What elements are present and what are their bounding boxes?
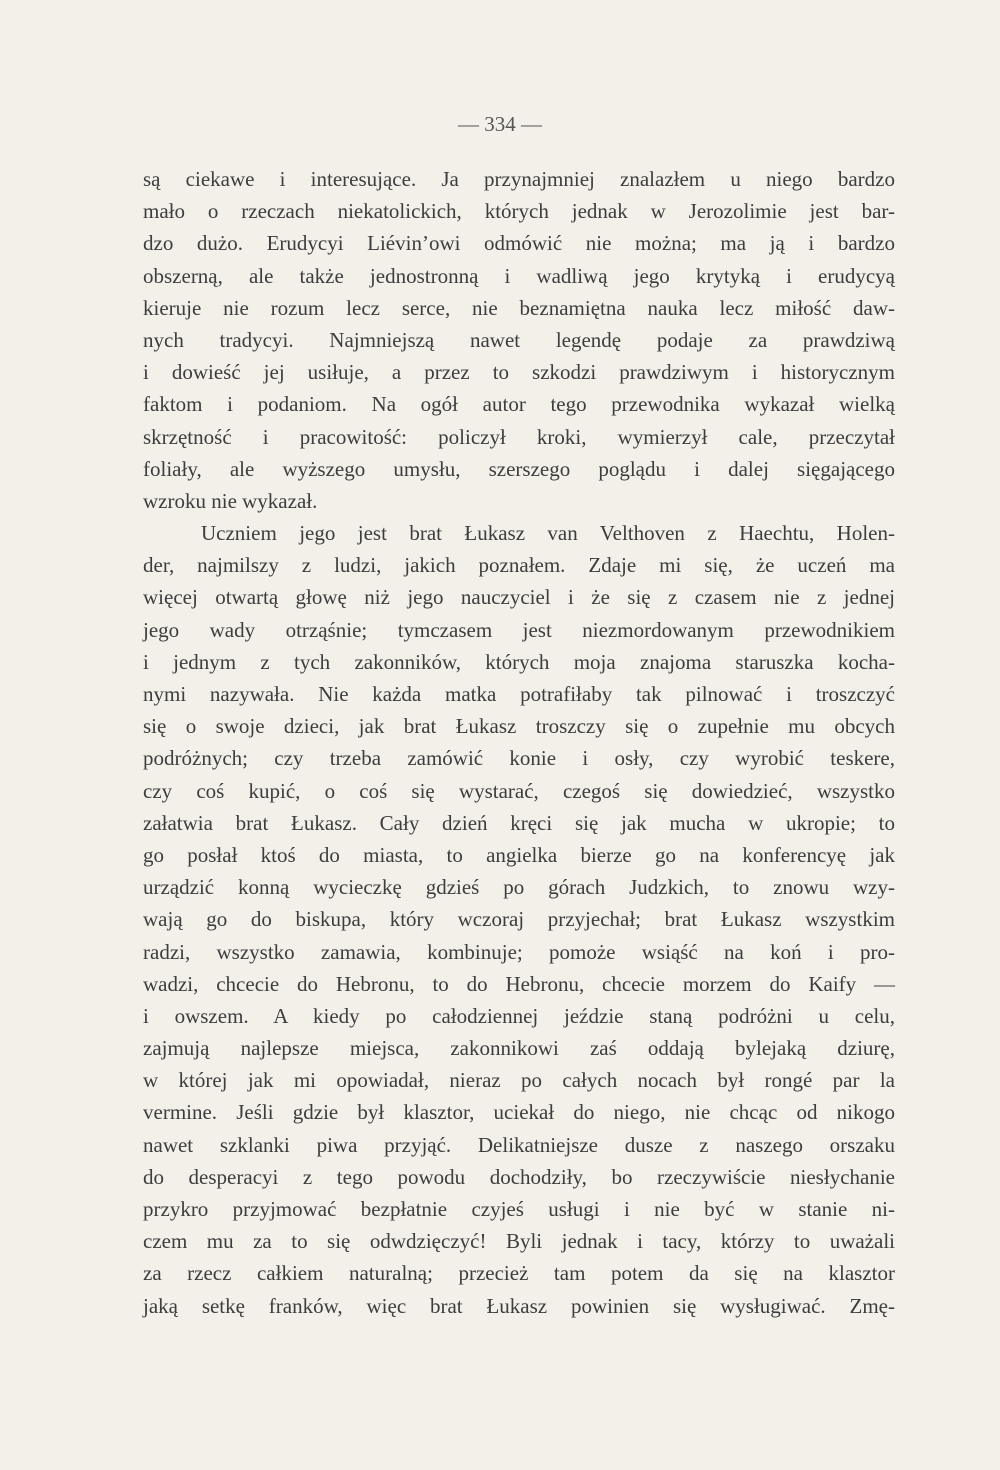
text-line: mało o rzeczach niekatolickich, których jednak w Jerozolimie jest bar- xyxy=(143,199,895,224)
text-line: i dowieść jej usiłuje, a przez to szkodzi prawdziwym i historycznym xyxy=(143,360,895,385)
text-line: załatwia brat Łukasz. Cały dzień kręci się jak mucha w ukropie; to xyxy=(143,810,895,835)
text-line: więcej otwartą głowę niż jego nauczyciel i że się z czasem nie z jednej xyxy=(143,585,895,610)
text-line: Uczniem jego jest brat Łukasz van Velthoven z Haechtu, Holen- xyxy=(201,521,895,546)
text-line: der, najmilszy z ludzi, jakich poznałem. Zdaje mi się, że uczeń ma xyxy=(143,553,895,578)
text-line: jaką setkę franków, więc brat Łukasz powinien się wysługiwać. Zmę- xyxy=(143,1293,895,1318)
text-line: za rzecz całkiem naturalną; przecież tam potem da się na klasztor xyxy=(143,1261,895,1286)
text-line: i owszem. A kiedy po całodziennej jeździe staną podróżni u celu, xyxy=(143,1003,895,1028)
text-line: go posłał ktoś do miasta, to angielka bierze go na konferencyę jak xyxy=(143,842,895,867)
text-line: radzi, wszystko zamawia, kombinuje; pomoże wsiąść na koń i pro- xyxy=(143,939,895,964)
text-line: i jednym z tych zakonników, których moja znajoma staruszka kocha- xyxy=(143,649,895,674)
text-line: obszerną, ale także jednostronną i wadliwą jego krytyką i erudycyą xyxy=(143,263,895,288)
text-line: nawet szklanki piwa przyjąć. Delikatniejsze dusze z naszego orszaku xyxy=(143,1132,895,1157)
text-line: wzroku nie wykazał. xyxy=(143,488,318,513)
text-line: zajmują najlepsze miejsca, zakonnikowi zaś oddają bylejaką dziurę, xyxy=(143,1036,895,1061)
page-number-header: — 334 — xyxy=(458,112,542,136)
text-line: wają go do biskupa, który wczoraj przyjechał; brat Łukasz wszystkim xyxy=(143,907,895,932)
text-line: urządzić konną wycieczkę gdzieś po górach Judzkich, to znowu wzy- xyxy=(143,875,895,900)
text-line: czy coś kupić, o coś się wystarać, czegoś się dowiedzieć, wszystko xyxy=(143,778,895,803)
text-line: wadzi, chcecie do Hebronu, to do Hebronu, chcecie morzem do Kaify — xyxy=(143,971,895,996)
text-line: w której jak mi opowiadał, nieraz po całych nocach był rongé par la xyxy=(143,1068,895,1093)
text-line: jego wady otrząśnie; tymczasem jest niezmordowanym przewodnikiem xyxy=(143,617,895,642)
text-line: nymi nazywała. Nie każda matka potrafiłaby tak pilnować i troszczyć xyxy=(143,682,895,706)
text-line: podróżnych; czy trzeba zamówić konie i osły, czy wyrobić teskere, xyxy=(143,746,895,771)
text-line: przykro przyjmować bezpłatnie czyjeś usługi i nie być w stanie ni- xyxy=(143,1197,895,1221)
text-line: dzo dużo. Erudycyi Liévin’owi odmówić nie można; ma ją i bardzo xyxy=(143,231,895,256)
text-line: są ciekawe i interesujące. Ja przynajmniej znalazłem u niego bardzo xyxy=(143,167,895,191)
text-line: czem mu za to się odwdzięczyć! Byli jednak i tacy, którzy to uważali xyxy=(143,1229,895,1254)
text-line: skrzętność i pracowitość: policzył kroki, wymierzył cale, przeczytał xyxy=(143,424,895,449)
text-line: foliały, ale wyższego umysłu, szerszego poglądu i dalej sięgającego xyxy=(143,456,895,481)
text-line: faktom i podaniom. Na ogół autor tego przewodnika wykazał wielką xyxy=(143,392,895,417)
text-line: kieruje nie rozum lecz serce, nie beznamiętna nauka lecz miłość daw- xyxy=(143,295,895,320)
text-line: się o swoje dzieci, jak brat Łukasz troszczy się o zupełnie mu obcych xyxy=(143,714,895,739)
text-line: do desperacyi z tego powodu dochodziły, bo rzeczywiście niesłychanie xyxy=(143,1164,895,1189)
text-line: vermine. Jeśli gdzie był klasztor, uciekał do niego, nie chcąc od nikogo xyxy=(143,1100,895,1125)
text-line: nych tradycyi. Najmniejszą nawet legendę podaje za prawdziwą xyxy=(143,327,895,352)
body-text xyxy=(143,163,895,1322)
